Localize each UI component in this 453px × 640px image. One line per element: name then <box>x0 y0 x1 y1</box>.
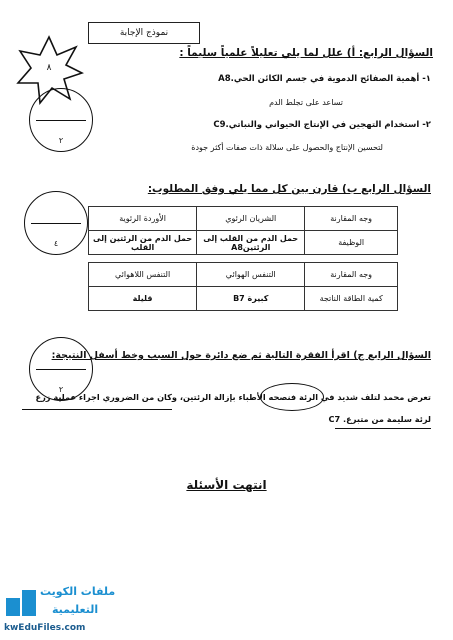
comparison-table-1 <box>88 206 398 255</box>
comparison-table-2 <box>88 262 398 311</box>
table-cell: كمية الطاقة الناتجة <box>305 287 398 311</box>
table-cell: قليلة <box>89 287 197 311</box>
section-c-paragraph-line1: تعرض محمد لتلف شديد في الرئة فنصحه الأطباء بإزالة الرئتين، وكان من الضروري اجراء عملية زرع <box>35 392 431 402</box>
model-answer-box <box>88 22 200 44</box>
table-cell: وجه المقارنة <box>305 207 398 231</box>
result-underline <box>22 409 172 410</box>
section-a-answer2: لتحسين الإنتاج والحصول على سلالة ذات صفات أكثر جودة <box>191 143 383 152</box>
section-a-item1: ١- أهمية الصفائح الدموية في جسم الكائن الحي.A8 <box>218 74 431 84</box>
result-underline <box>335 428 431 429</box>
score-divider <box>36 120 86 121</box>
table-cell: حمل الدم من الرئتين إلى القلب <box>89 231 197 255</box>
table-cell: التنفس الهوائي <box>197 263 305 287</box>
table-row <box>89 231 398 255</box>
star-score: ٨ <box>46 63 52 73</box>
score-c: ٢ <box>58 385 64 394</box>
section-b-title: السؤال الرابع ب) قارن بين كل مما يلي وفق المطلوب: <box>147 183 431 195</box>
table-row <box>89 207 398 231</box>
section-a-answer1: تساعد على تجلط الدم <box>269 98 343 107</box>
watermark-logo <box>4 584 38 618</box>
table-row <box>89 287 398 311</box>
watermark-line2: التعليمية <box>52 603 99 616</box>
score-circle-a <box>29 88 93 152</box>
table-cell: كبيرة B7 <box>197 287 305 311</box>
table-cell: وجه المقارنة <box>305 263 398 287</box>
watermark-url[interactable]: kwEduFiles.com <box>4 623 86 633</box>
section-a-item2: ٢- استخدام التهجين في الإنتاج الحيواني والنباتي.C9 <box>213 120 431 130</box>
model-answer-label: نموذج الإجابة <box>119 28 169 38</box>
table-cell: الشريان الرئوي <box>197 207 305 231</box>
table-cell: حمل الدم من القلب إلى الرئتينA8 <box>197 231 305 255</box>
score-divider <box>31 223 81 224</box>
logo-icon <box>4 584 38 618</box>
table-cell: الوظيفة <box>305 231 398 255</box>
section-c-paragraph-line2: لرئة سليمة من متبرع. C7 <box>328 414 431 424</box>
watermark-line1: ملفات الكويت <box>40 585 116 598</box>
score-a: ٢ <box>58 136 64 145</box>
score-b: ٤ <box>53 239 59 248</box>
score-divider <box>36 369 86 370</box>
table-cell: التنفس اللاهوائي <box>89 263 197 287</box>
table-row <box>89 263 398 287</box>
end-text: انتهت الأسئلة <box>186 478 267 492</box>
score-circle-b <box>24 191 88 255</box>
section-a-title: السؤال الرابع: أ) علل لما يلي تعليلاً علمياً سليماً : <box>179 47 433 59</box>
section-c-title: السؤال الرابع ج) اقرأ الفقرة التالية ثم ضع دائرة حول السبب وخط أسفل النتيجة: <box>51 350 431 361</box>
table-cell: الأوردة الرئوية <box>89 207 197 231</box>
